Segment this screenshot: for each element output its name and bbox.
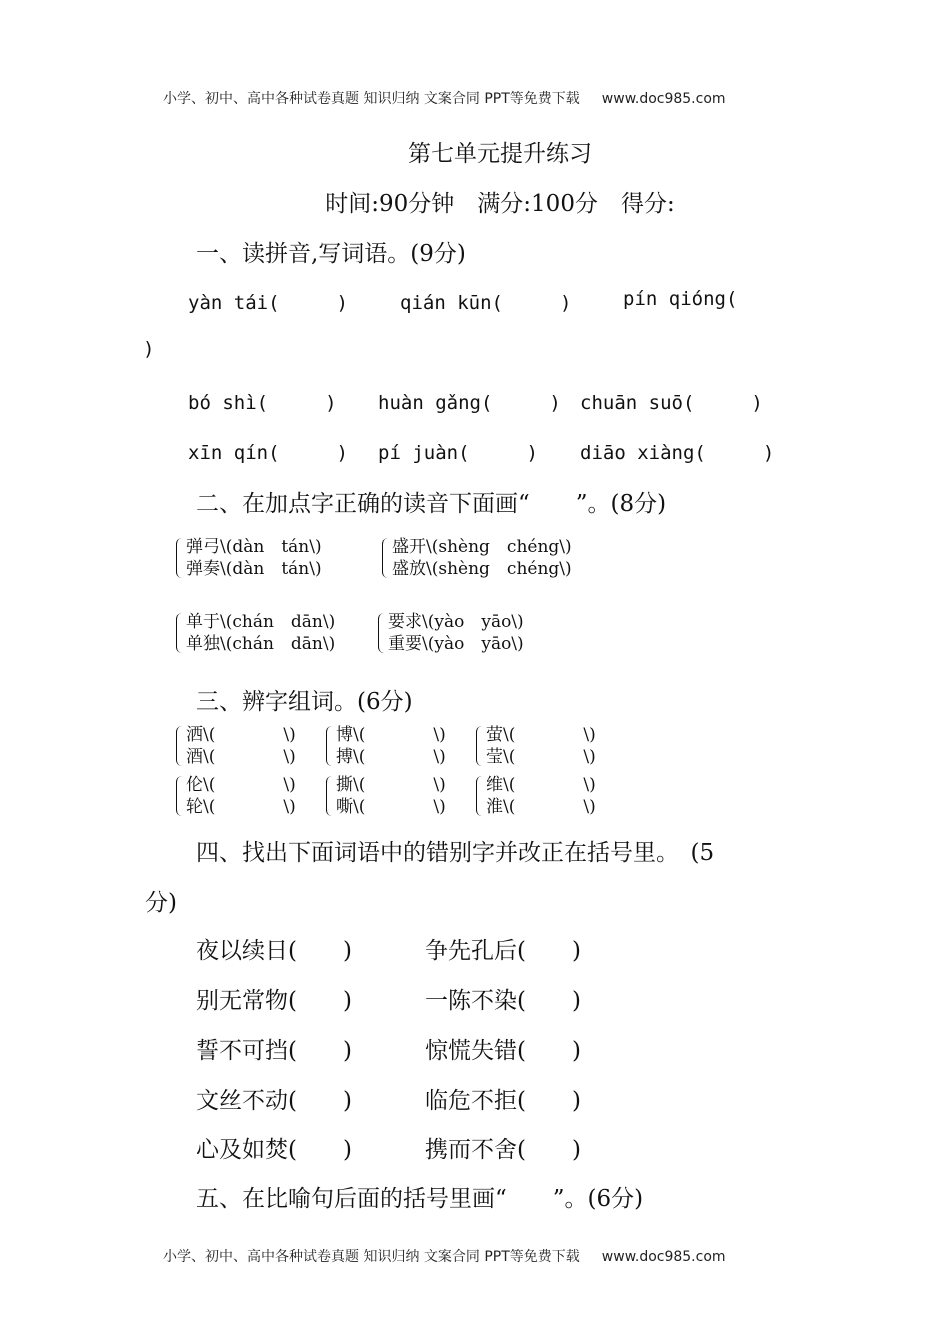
- q3-line: 搏\( \): [336, 747, 446, 767]
- q3-heading: 三、辨字组词。(6分): [196, 689, 413, 715]
- q3-line: 洒\( \): [186, 725, 296, 745]
- q2-group: [382, 536, 572, 580]
- q4-word: 心及如焚( ): [196, 1137, 352, 1163]
- q4-word: 惊慌失错( ): [425, 1038, 581, 1064]
- q1-item-wrap: ): [143, 338, 155, 360]
- q4-heading: 四、找出下面词语中的错别字并改正在括号里。 (5: [196, 840, 715, 866]
- header-url: www.doc985.com: [601, 91, 726, 107]
- page-header: [163, 88, 726, 108]
- footer-url: www.doc985.com: [601, 1249, 726, 1265]
- brace-mark: [378, 613, 385, 653]
- q3-line: 淮\( \): [486, 797, 596, 817]
- q4-word: 争先孔后( ): [425, 938, 581, 964]
- q3-line: 伦\( \): [186, 775, 296, 795]
- q2-group: [176, 611, 335, 655]
- brace-mark: [476, 776, 483, 816]
- brace-mark: [382, 538, 389, 578]
- q2-line: 单于\(chán dān\): [186, 612, 336, 632]
- brace-mark: [176, 726, 183, 766]
- q2-line: 要求\(yào yāo\): [388, 612, 524, 632]
- q4-word: 文丝不动( ): [196, 1088, 352, 1114]
- q3-line: 萤\( \): [486, 725, 596, 745]
- brace-mark: [326, 776, 333, 816]
- q2-line: 盛放\(shèng chéng\): [392, 559, 572, 579]
- page-footer: [163, 1246, 726, 1266]
- q1-item: qián kūn( ): [400, 292, 572, 314]
- q4-word: 别无常物( ): [196, 988, 352, 1014]
- q2-line: 弹奏\(dàn tán\): [186, 559, 322, 579]
- q4-word: 夜以续日( ): [196, 938, 352, 964]
- brace-mark: [326, 726, 333, 766]
- q1-item: yàn tái( ): [188, 292, 348, 314]
- brace-mark: [476, 726, 483, 766]
- q2-line: 单独\(chán dān\): [186, 634, 336, 654]
- q2-heading: 二、在加点字正确的读音下面画“ ”。(8分): [196, 491, 667, 517]
- q1-item: pí juàn( ): [378, 442, 538, 464]
- brace-mark: [176, 538, 183, 578]
- q1-item: pín qióng(: [623, 288, 738, 310]
- q2-group: [176, 536, 322, 580]
- q1-heading: 一、读拼音,写词语。(9分): [196, 241, 466, 267]
- exam-meta: 时间:90分钟 满分:100分 得分:: [325, 191, 675, 217]
- brace-mark: [176, 776, 183, 816]
- q2-line: 重要\(yào yāo\): [388, 634, 524, 654]
- q2-line: 弹弓\(dàn tán\): [186, 537, 322, 557]
- q4-word: 誓不可挡( ): [196, 1038, 352, 1064]
- q3-group: [326, 724, 446, 768]
- q3-line: 酒\( \): [186, 747, 296, 767]
- q1-item: diāo xiàng( ): [580, 442, 775, 464]
- q3-line: 轮\( \): [186, 797, 296, 817]
- header-text: 小学、初中、高中各种试卷真题 知识归纳 文案合同 PPT等免费下载: [163, 91, 580, 107]
- q3-group: [176, 774, 296, 818]
- q4-heading-wrap: 分): [145, 890, 177, 916]
- q1-item: chuān suō( ): [580, 392, 763, 414]
- brace-mark: [176, 613, 183, 653]
- q4-word: 一陈不染( ): [425, 988, 581, 1014]
- q3-group: [476, 724, 596, 768]
- q3-line: 撕\( \): [336, 775, 446, 795]
- q5-heading: 五、在比喻句后面的括号里画“ ”。(6分): [196, 1186, 644, 1212]
- q1-item: huàn gǎng( ): [378, 392, 561, 414]
- q1-item: xīn qín( ): [188, 442, 348, 464]
- footer-text: 小学、初中、高中各种试卷真题 知识归纳 文案合同 PPT等免费下载: [163, 1249, 580, 1265]
- q3-group: [326, 774, 446, 818]
- q2-line: 盛开\(shèng chéng\): [392, 537, 572, 557]
- q4-word: 携而不舍( ): [425, 1137, 581, 1163]
- q3-group: [176, 724, 296, 768]
- q3-line: 维\( \): [486, 775, 596, 795]
- page-title: 第七单元提升练习: [408, 141, 592, 167]
- q1-item: bó shì( ): [188, 392, 337, 414]
- q3-group: [476, 774, 596, 818]
- q3-line: 莹\( \): [486, 747, 596, 767]
- q3-line: 博\( \): [336, 725, 446, 745]
- q4-word: 临危不拒( ): [425, 1088, 581, 1114]
- q2-group: [378, 611, 524, 655]
- q3-line: 嘶\( \): [336, 797, 446, 817]
